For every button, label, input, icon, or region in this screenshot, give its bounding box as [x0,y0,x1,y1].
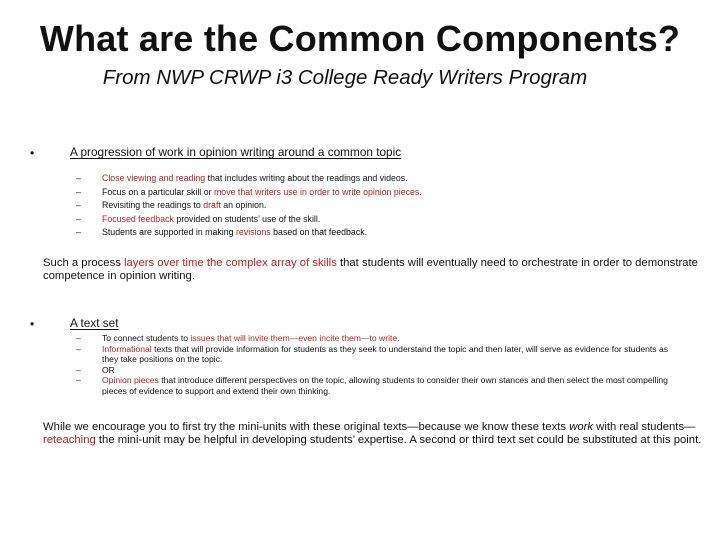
list-item: – To connect students to issues that will invite them—even incite them—to write. [76,333,400,343]
list-item: – OR [76,364,115,375]
paragraph-reteaching: While we encourage you to first try the mini-units with these original texts—because we know these texts work with real students—reteaching the mini-unit may be helpful in developing students’ expertise. A second or third text set could be substituted at this point. [43,421,702,447]
list-item: – Opinion pieces that introduce different perspectives on the topic, allowing students to consider their own stances and then select the most compelling pieces of evidence to support and extend their own thinking. [76,375,668,396]
list-item: – Focused feedback provided on students’ use of the skill. [76,213,321,224]
bullet-marker: • [30,146,35,160]
text-set-list [76,333,686,397]
section-heading-progression: A progression of work in opinion writing around a common topic [70,145,402,159]
list-item: – Close viewing and reading that includes writing about the readings and videos. [76,173,408,183]
list-item: – Informational texts that will provide information for students as they seek to understand the topic and then later, will serve as evidence for students as they take positions on the topic. [76,343,669,365]
list-item: – Focus on a particular skill or move that writers use in order to write opinion pieces. [76,186,422,197]
bullet-marker: • [30,317,35,331]
list-item: – Revisiting the readings to draft an opinion. [76,200,267,210]
progression-list [76,172,686,240]
slide-subtitle: From NWP CRWP i3 College Ready Writers Program [102,66,588,89]
slide-title: What are the Common Components? [39,18,681,59]
list-item: – Students are supported in making revisions based on that feedback. [76,227,368,237]
paragraph-process: Such a process layers over time the complex array of skills that students will eventually need to orchestrate in order to demonstrate competence in opinion writing. [43,257,698,283]
section-heading-text-set: A text set [70,316,119,330]
